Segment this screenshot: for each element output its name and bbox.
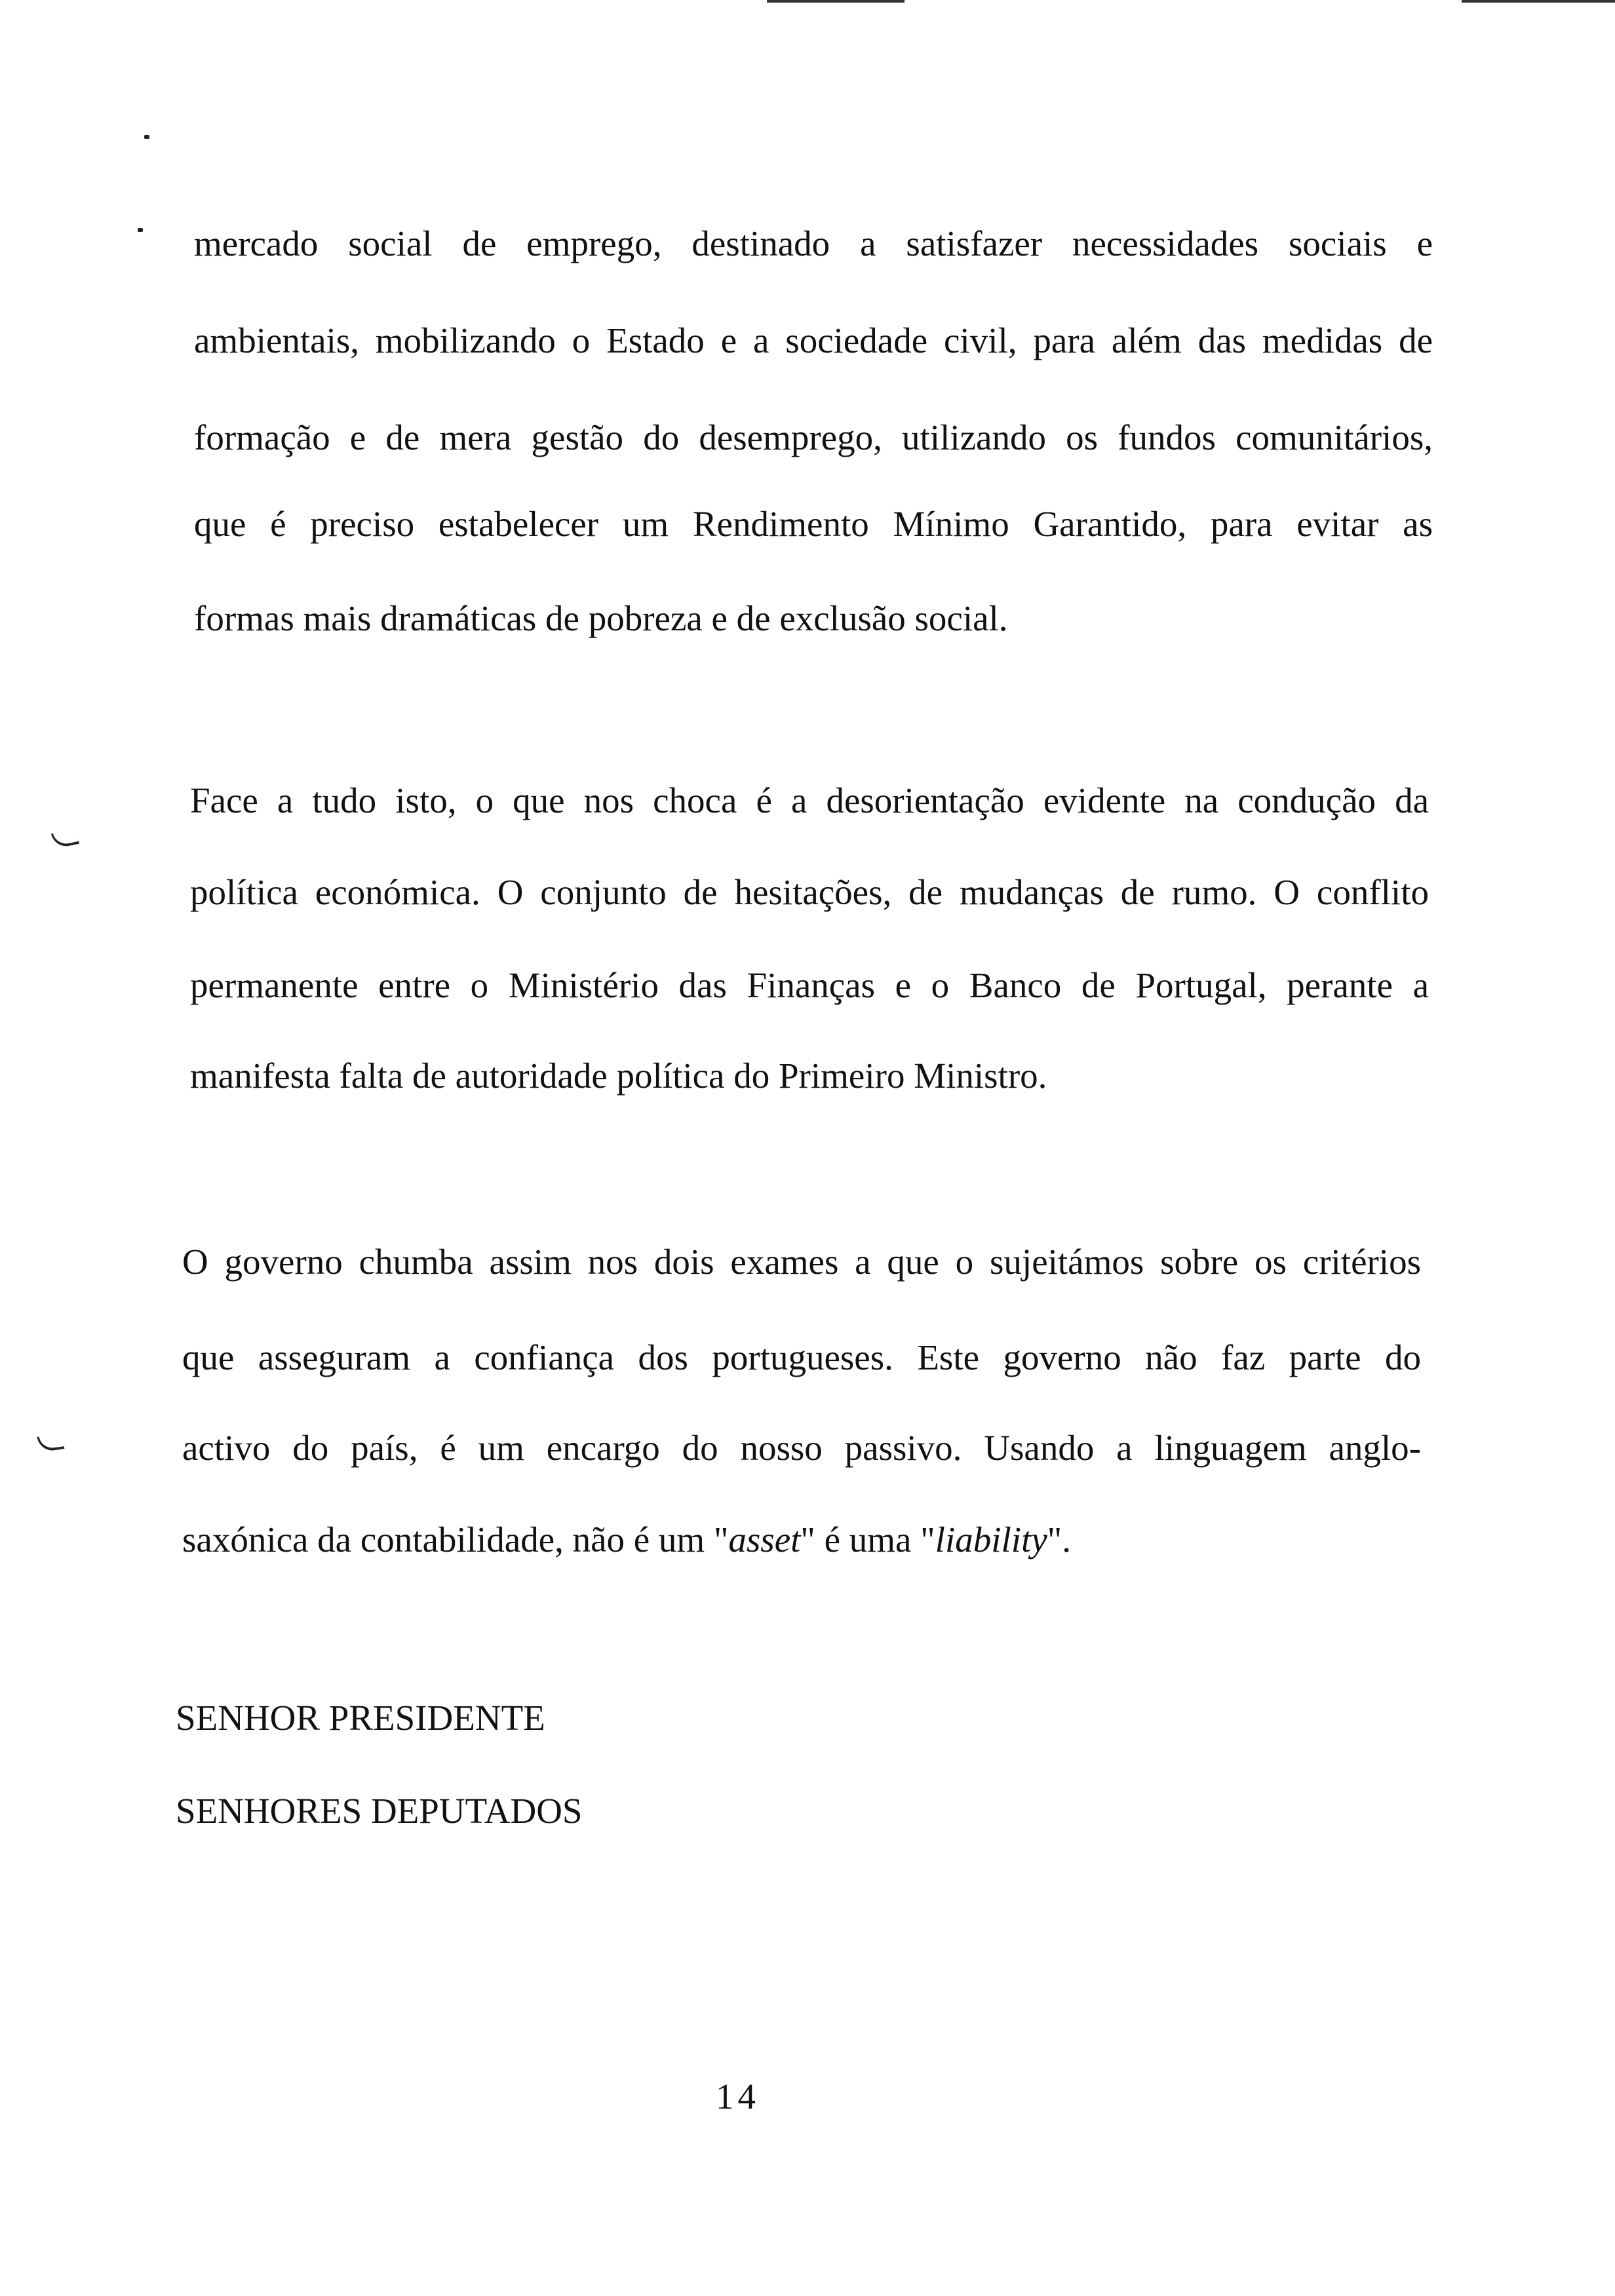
text-line-last (182, 1519, 1071, 1561)
text-line: permanente entre o Ministério das Finanças e o Banco de Portugal, perante a (190, 965, 1429, 1005)
text-segment: saxónica da contabilidade, não é um " (182, 1520, 729, 1559)
text-segment: " é uma " (800, 1520, 935, 1559)
scan-speck (138, 228, 143, 232)
text-line: ambientais, mobilizando o Estado e a sociedade civil, para além das medidas de (194, 320, 1433, 360)
page-number: 14 (716, 2076, 760, 2116)
text-line: que asseguram a confiança dos portugueses. Este governo não faz parte do (182, 1337, 1421, 1377)
scan-speck (144, 135, 149, 139)
salutation-deputies: SENHORES DEPUTADOS (176, 1791, 583, 1831)
scan-edge-mark (1462, 0, 1615, 3)
text-line: que é preciso estabelecer um Rendimento Mínimo Garantido, para evitar as (194, 504, 1433, 544)
salutation-president: SENHOR PRESIDENTE (176, 1698, 545, 1738)
text-line: O governo chumba assim nos dois exames a que o sujeitámos sobre os critérios (182, 1242, 1421, 1282)
text-line: política económica. O conjunto de hesitações, de mudanças de rumo. O conflito (190, 872, 1429, 912)
text-line: formação e de mera gestão do desemprego, utilizando os fundos comunitários, (194, 417, 1433, 457)
text-line: manifesta falta de autoridade política do Primeiro Ministro. (190, 1056, 1047, 1096)
text-line: activo do país, é um encargo do nosso passivo. Usando a linguagem anglo- (182, 1428, 1421, 1468)
italic-term-liability: liability (935, 1520, 1047, 1559)
text-line: formas mais dramáticas de pobreza e de exclusão social. (194, 598, 1008, 638)
text-segment: ". (1047, 1520, 1071, 1559)
italic-term-asset: asset (728, 1520, 801, 1559)
text-line: Face a tudo isto, o que nos choca é a desorientação evidente na condução da (190, 780, 1429, 820)
handwritten-margin-mark (51, 828, 79, 849)
scan-edge-mark (767, 0, 905, 3)
handwritten-margin-mark (37, 1433, 65, 1452)
text-line: mercado social de emprego, destinado a satisfazer necessidades sociais e (194, 223, 1433, 263)
